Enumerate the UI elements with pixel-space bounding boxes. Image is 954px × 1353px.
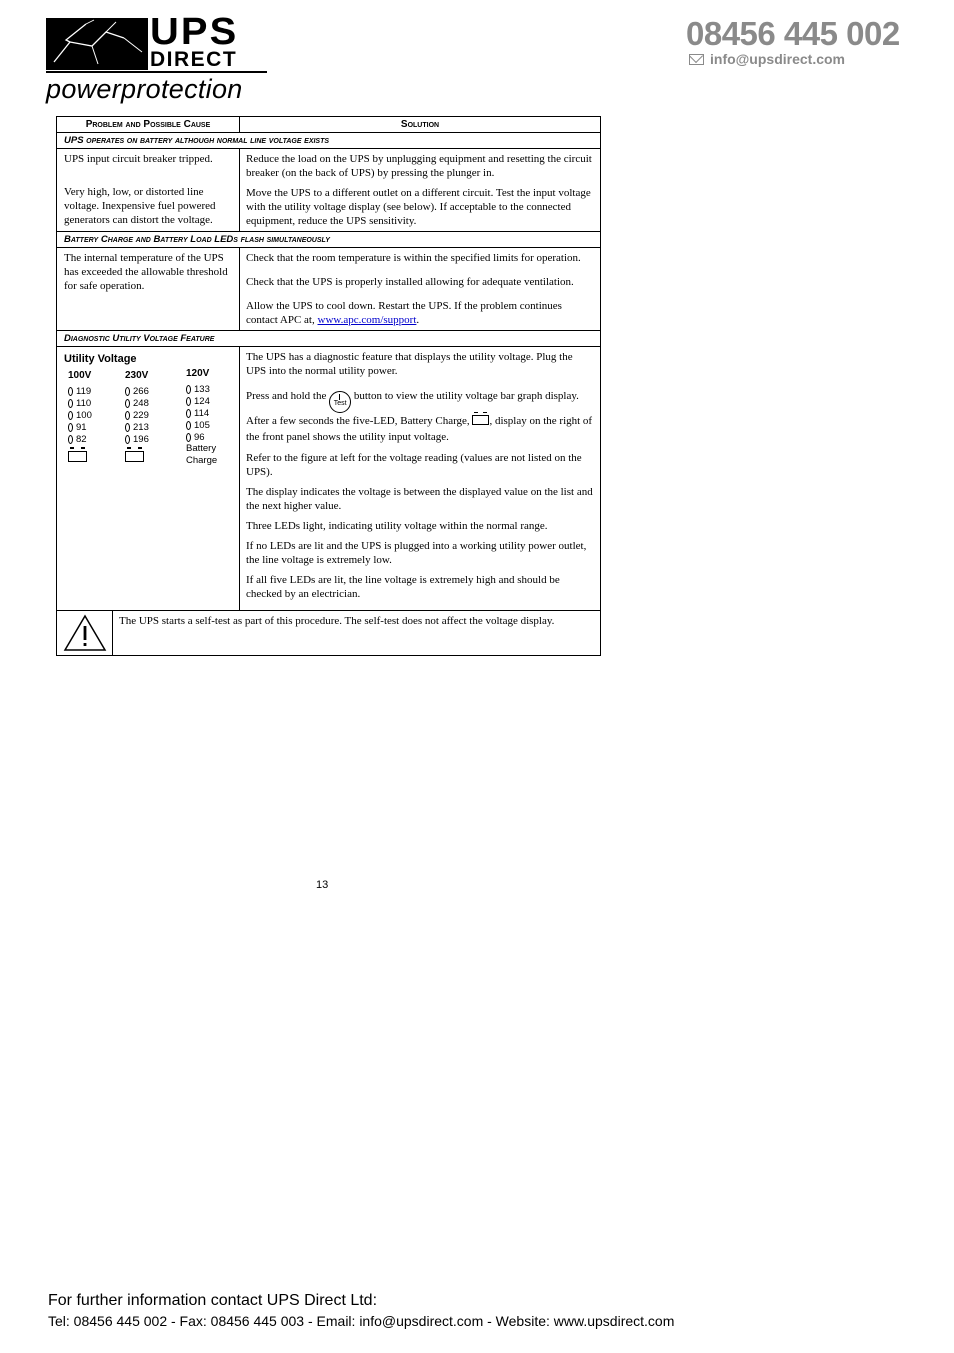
battery-icon bbox=[125, 451, 144, 462]
cause-text: The internal temperature of the UPS has exceeded the allowable threshold for safe operation. bbox=[64, 252, 228, 292]
section-title-row bbox=[57, 132, 600, 148]
solution-text: If all five LEDs are lit, the line voltage is extremely high and should be checked by an electrician. bbox=[246, 574, 560, 600]
led-icon bbox=[68, 387, 73, 396]
solution-text: Check that the room temperature is within the specified limits for operation. bbox=[246, 252, 581, 264]
led-indicator: 213 bbox=[125, 421, 149, 433]
led-icon bbox=[125, 435, 130, 444]
solution-text: . bbox=[416, 314, 420, 326]
led-icon bbox=[125, 423, 130, 432]
led-indicator: 266 bbox=[125, 385, 149, 397]
section-title-row bbox=[57, 231, 600, 247]
led-indicator: 248 bbox=[125, 397, 149, 409]
header-email-row bbox=[689, 51, 845, 67]
lightning-bolt-icon bbox=[46, 18, 148, 70]
header-email[interactable]: info@upsdirect.com bbox=[710, 51, 845, 67]
battery-icon bbox=[68, 451, 87, 462]
page-number: 13 bbox=[316, 879, 329, 891]
led-column-100v bbox=[68, 369, 92, 462]
column-header-solution: Solution bbox=[400, 119, 440, 130]
led-icon bbox=[125, 399, 130, 408]
table-row bbox=[57, 148, 600, 231]
led-indicator: 124 bbox=[186, 395, 217, 407]
table-row bbox=[57, 247, 600, 330]
led-icon bbox=[68, 435, 73, 444]
led-column-230v bbox=[125, 369, 149, 462]
led-indicator: 114 bbox=[186, 407, 217, 419]
warning-text: The UPS starts a self-test as part of this procedure. The self-test does not affect the voltage display. bbox=[119, 615, 555, 627]
solution-text: Reduce the load on the UPS by unplugging equipment and resetting the circuit breaker (on the back of UPS) by pressing the plunger in. bbox=[246, 153, 592, 179]
led-indicator: 96 bbox=[186, 431, 217, 443]
led-icon bbox=[186, 397, 191, 406]
solution-text: The display indicates the voltage is between the displayed value on the list and the next higher value. bbox=[246, 486, 593, 512]
led-icon bbox=[125, 387, 130, 396]
test-button-icon: Test bbox=[329, 391, 351, 413]
led-indicator: 82 bbox=[68, 433, 92, 445]
led-voltage-grid bbox=[64, 365, 232, 485]
solution-text: Move the UPS to a different outlet on a different circuit. Test the input voltage with the utility voltage display (see below). If acceptable to the connected equipment, reduce the UPS sensitivity. bbox=[246, 187, 591, 227]
solution-text: Refer to the figure at left for the voltage reading (values are not listed on the UPS). bbox=[246, 452, 582, 478]
solution-text: The UPS has a diagnostic feature that displays the utility voltage. Plug the UPS into the normal utility power. bbox=[246, 351, 573, 377]
solution-text: Three LEDs light, indicating utility voltage within the normal range. bbox=[246, 520, 548, 532]
led-indicator: 100 bbox=[68, 409, 92, 421]
envelope-icon bbox=[689, 54, 704, 65]
led-indicator: 119 bbox=[68, 385, 92, 397]
footer-contact-heading: For further information contact UPS Direct Ltd: bbox=[48, 1292, 378, 1309]
warning-row bbox=[57, 610, 600, 655]
solution-text: Allow the UPS to cool down. Restart the UPS. If the problem continues contact APC at, bbox=[246, 300, 562, 326]
battery-charge-label: Battery Charge bbox=[186, 443, 218, 466]
solution-text-with-icons: Press and hold the Test button to view the utility voltage bar graph display. After a few seconds the five-LED, Battery Charge, , display on the right of the front panel shows the utility input voltage. bbox=[246, 390, 593, 443]
footer-contact-details: Tel: 08456 445 002 - Fax: 08456 445 003 - Email: info@upsdirect.com - Website: www.upsdirect.com bbox=[48, 1313, 675, 1329]
table-row bbox=[57, 346, 600, 610]
led-icon bbox=[186, 409, 191, 418]
solution-cell bbox=[240, 248, 600, 330]
column-header-problem: Problem and Possible Cause bbox=[57, 117, 240, 132]
logo-word-direct: DIRECT bbox=[150, 48, 238, 71]
section-title-diagnostic: Diagnostic Utility Voltage Feature bbox=[64, 333, 215, 344]
solution-text-with-link bbox=[246, 299, 594, 327]
solution-text: Check that the UPS is properly installed allowing for adequate ventilation. bbox=[246, 276, 574, 288]
section-title-row bbox=[57, 330, 600, 346]
utility-voltage-figure bbox=[57, 347, 240, 610]
figure-title: Utility Voltage bbox=[64, 353, 137, 365]
company-logo bbox=[46, 11, 268, 104]
solution-cell bbox=[240, 347, 600, 610]
logo-tagline: powerprotection bbox=[46, 74, 243, 104]
battery-icon bbox=[472, 415, 489, 425]
led-indicator: 229 bbox=[125, 409, 149, 421]
section-title-ups-on-battery: UPS operates on battery although normal line voltage exists bbox=[64, 135, 330, 146]
led-indicator: 110 bbox=[68, 397, 92, 409]
led-indicator: 196 bbox=[125, 433, 149, 445]
apc-support-link[interactable]: www.apc.com/support bbox=[317, 314, 417, 326]
warning-triangle-icon bbox=[57, 611, 113, 655]
led-indicator: 133 bbox=[186, 383, 217, 395]
led-icon bbox=[68, 411, 73, 420]
logo-word-ups: UPS bbox=[150, 11, 239, 53]
table-header-row bbox=[57, 117, 600, 132]
cause-text: UPS input circuit breaker tripped. bbox=[64, 153, 213, 165]
solution-text: If no LEDs are lit and the UPS is plugged into a working utility power outlet, the line voltage is extremely low. bbox=[246, 540, 587, 566]
led-icon bbox=[68, 423, 73, 432]
column-voltage-label: 230V bbox=[125, 370, 149, 381]
column-voltage-label: 100V bbox=[68, 370, 92, 381]
led-column-120v bbox=[186, 367, 217, 467]
cause-cell bbox=[57, 248, 240, 330]
column-voltage-label: 120V bbox=[186, 368, 210, 379]
led-indicator: 105 bbox=[186, 419, 217, 431]
solution-cell bbox=[240, 149, 600, 231]
led-icon bbox=[186, 385, 191, 394]
cause-text: Very high, low, or distorted line voltage. Inexpensive fuel powered generators can distort the voltage. bbox=[64, 186, 216, 226]
led-icon bbox=[186, 421, 191, 430]
logo-divider bbox=[46, 71, 267, 73]
section-title-leds-flash: Battery Charge and Battery Load LEDs flash simultaneously bbox=[64, 234, 330, 245]
led-icon bbox=[125, 411, 130, 420]
cause-cell bbox=[57, 149, 240, 231]
header-phone: 08456 445 002 bbox=[686, 15, 900, 52]
led-icon bbox=[68, 399, 73, 408]
troubleshooting-table bbox=[56, 116, 601, 656]
led-indicator: 91 bbox=[68, 421, 92, 433]
led-icon bbox=[186, 433, 191, 442]
